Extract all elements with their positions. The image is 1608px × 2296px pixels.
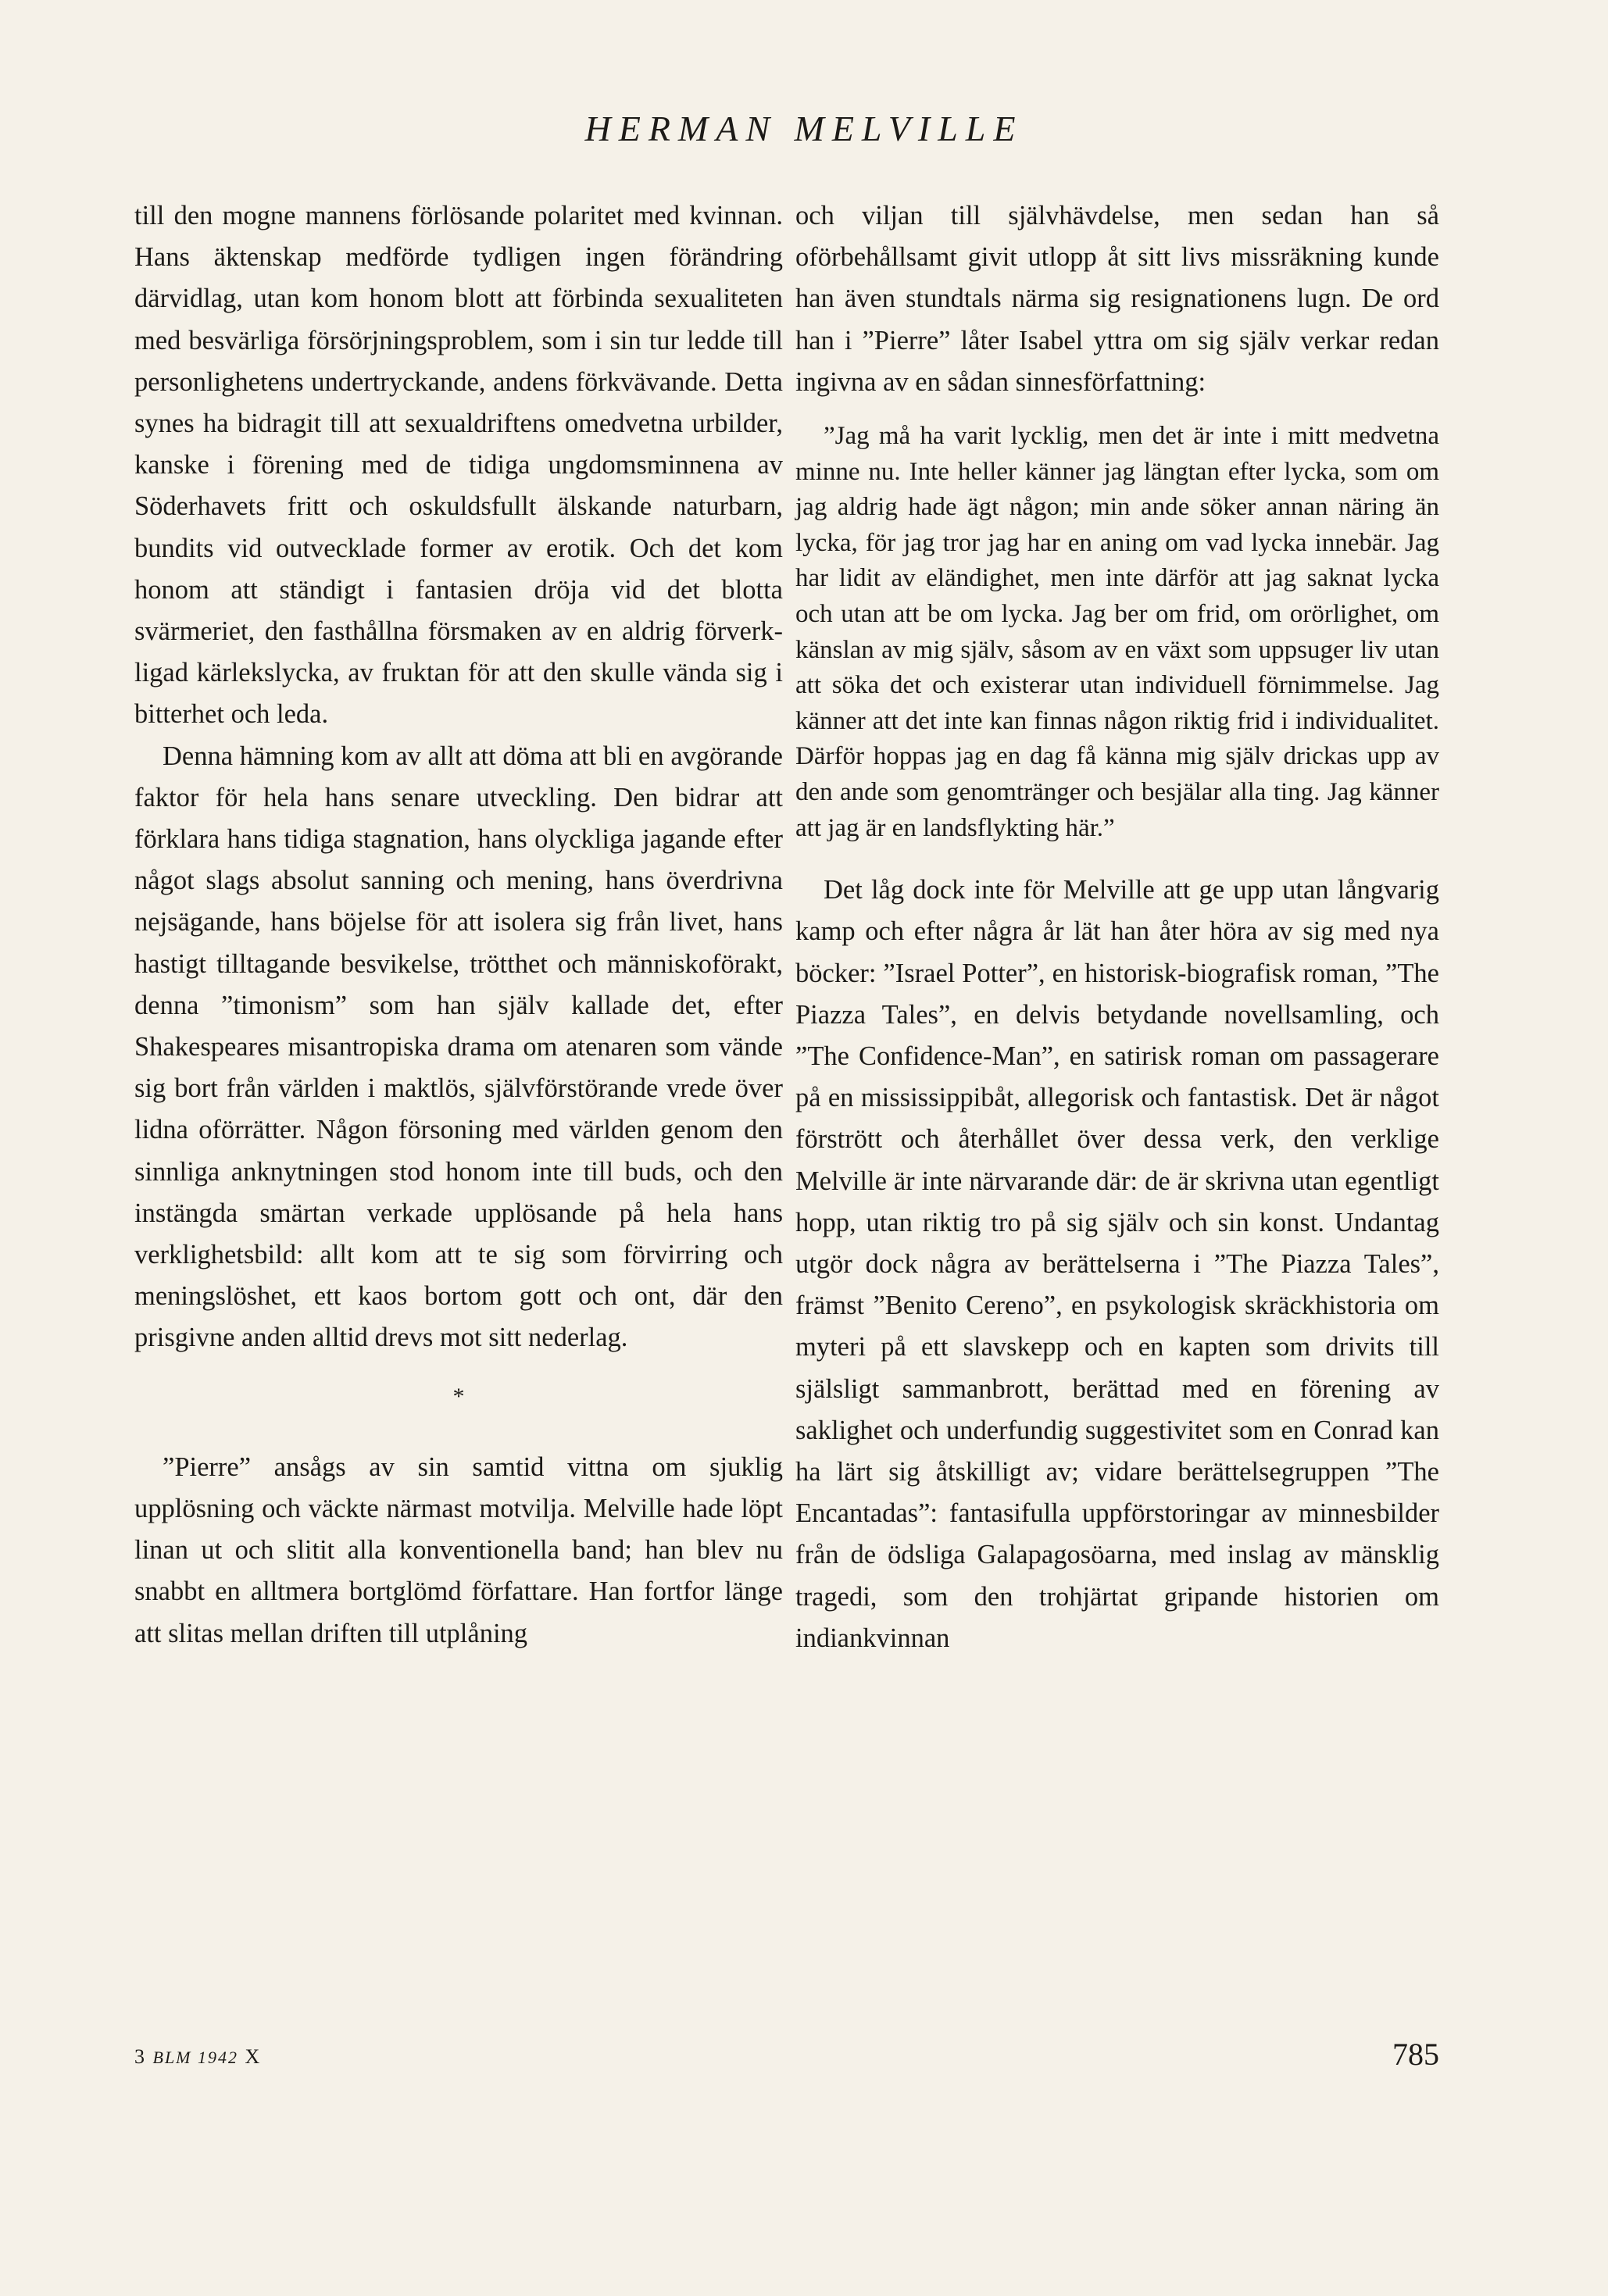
running-title: HERMAN MELVILLE: [584, 109, 1024, 148]
signature-volume: X: [245, 2045, 262, 2068]
signature-mark: BLM 1942: [152, 2048, 238, 2067]
body-paragraph: Det låg dock inte för Melville att ge upp utan långvarig kamp och efter några år lät han åter höra av sig med nya böcker: ”Israel Potter”, en historisk-biografisk roman, ”The Piazza Tales”, en delvis betydande novellsamling, och ”The Confidence-Man”, en satirisk roman om passagerare på en mississippibåt, allegorisk och fantastisk. Det är något förstrött och återhållet över dessa verk, den verklige Melville är inte närvarande där: de är skrivna utan egentligt hopp, utan riktig tro på sig själv och sin konst. Undantag utgör dock några av berättelserna i ”The Piazza Tales”, främst ”Benito Cereno”, en psykologisk skräckhistoria om myteri på ett slavskepp och en kapten som drivits till själsligt sammanbrott, berättad med en förening av saklighet och underfundig suggestivitet som en Conrad kan ha lärt sig åtskilligt av; vidare berättelsegruppen ”The Encantadas”: fantasifulla uppförstoringar av minnesbilder från de ödsliga Galapagosöarna, med inslag av mänsklig tragedi, som den trohjärtat gripande historien om indiankvinnan: [795, 875, 1439, 1653]
section-break-asterisk: *: [452, 1383, 465, 1409]
body-paragraph: till den mogne mannens förlösande polaritet med kvinnan. Hans äktenskap medförde tydligen ingen förändring därvidlag, utan kom honom blott att förbinda sexualiteten med besvärliga försörjningsproblem, som i sin tur ledde till personlighetens undertryckande, andens förkvävande. Detta synes ha bidragit till att sexualdriftens omedvetna urbilder, kanske i förening med de tidiga ungdomsminnena av Söderhavets fritt och oskuldsfullt älskande naturbarn, bundits vid outvecklade former av erotik. Och det kom honom att ständigt i fantasien dröja vid det blotta svärmeriet, den fasthållna försmaken av en aldrig förverkligad kärlekslycka, av fruktan för att den skulle vända sig i bitterhet och leda.: [134, 201, 783, 730]
printer-signature: [134, 2045, 261, 2069]
body-paragraph: Denna hämning kom av allt att döma att bli en avgörande faktor för hela hans senare utveckling. Den bidrar att förklara hans tidiga stagnation, hans olyckliga jagande efter något slags absolut sanning och mening, hans överdrivna nejsägande, hans böjelse för att isolera sig från livet, hans hastigt tilltagande besvikelse, trötthet och människoförakt, denna ”timonism” som han själv kallade det, efter Shakespeares misantropiska drama om atenaren som vände sig bort från världen i maktlös, självförstörande vrede över lidna oförrätter. Någon försoning med världen genom den sinnliga anknytningen stod honom inte till buds, och den instängda smärtan verkade upplösande på hela hans verklighetsbild: allt kom att te sig som förvirring och meningslöshet, ett kaos bortom gott och ont, där den prisgivne anden alltid drevs mot sitt nederlag.: [134, 741, 783, 1353]
body-paragraph: ”Pierre” ansågs av sin samtid vittna om sjuklig upplösning och väckte närmast motvilja. Melville hade löpt linan ut och slitit alla konventionella band; han blev nu snabbt en alltmera bortglömd författare. Han fortfor länge att slitas mellan driften till utplåning: [134, 1452, 783, 1648]
left-column: [134, 195, 783, 1655]
signature-number: 3: [134, 2045, 146, 2068]
body-paragraph: och viljan till självhävdelse, men sedan han så oförbehållsamt givit utlopp åt sitt livs missräkning kunde han även stundtals närma sig resignationens lugn. De ord han i ”Pierre” låter Isabel yttra om sig själv verkar redan ingivna av en sådan sinnesförfattning:: [795, 201, 1439, 397]
right-column: [795, 195, 1439, 1659]
block-quote: ”Jag må ha varit lycklig, men det är inte i mitt medvetna minne nu. Inte heller känner jag längtan efter lycka, som om jag aldrig hade ägt någon; min ande söker annan näring än lycka, för jag tror jag har en aning om vad lycka innebär. Jag har lidit av eländighet, men inte därför att jag saknat lycka och utan att be om lycka. Jag ber om frid, om orörlighet, om känslan av mig själv, såsom av en växt som uppsuger liv utan att söka det och existerar utan individuell förnimmelse. Jag känner att det inte kan finnas någon riktig frid i individualitet. Därför hoppas jag en dag få känna mig själv drickas upp av den ande som genomtränger och besjälar alla ting. Jag känner att jag är en landsflykting här.”: [795, 422, 1439, 842]
page-number: 785: [1392, 2037, 1439, 2072]
